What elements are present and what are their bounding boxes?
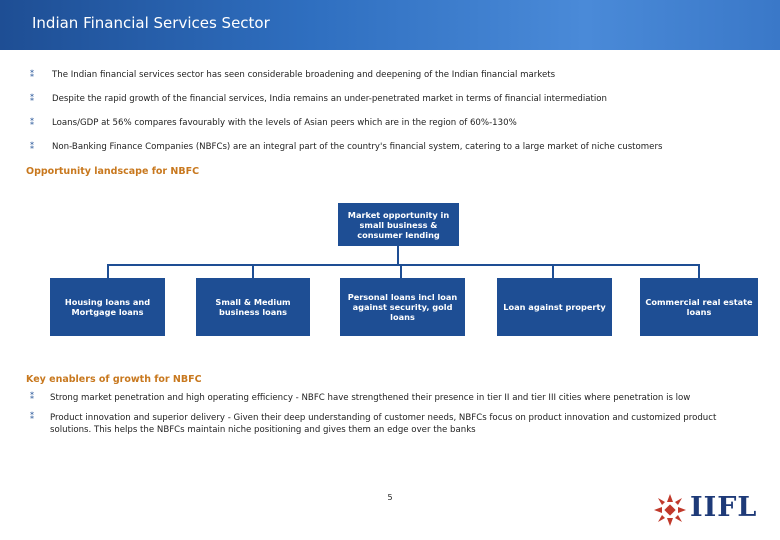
bullet-icon: ⁑: [30, 412, 34, 421]
company-logo: [650, 488, 770, 532]
opportunity-section-title: Opportunity landscape for NBFC: [26, 166, 200, 177]
opportunity-child-housing: Housing loans and Mortgage loans: [50, 278, 165, 336]
logo-text: IIFL: [690, 492, 758, 523]
bullet-text: The Indian financial services sector has seen considerable broadening and deepening of the Indian financial markets: [52, 70, 556, 80]
bullet-icon: ⁑: [30, 70, 34, 79]
logo-emblem-icon: [652, 492, 688, 528]
enablers-section-title: Key enablers of growth for NBFC: [26, 374, 202, 385]
opportunity-child-sme: Small & Medium business loans: [196, 278, 310, 336]
opportunity-child-cre: Commercial real estate loans: [640, 278, 758, 336]
header-bar: [0, 0, 780, 50]
enabler-text: Strong market penetration and high operating efficiency - NBFC have strengthened their presence in tier II and tier III cities where penetration is low: [50, 393, 691, 403]
bullet-icon: ⁑: [30, 94, 34, 103]
connector-child-5: [698, 264, 700, 278]
connector-child-2: [252, 264, 254, 278]
opportunity-child-personal: Personal loans incl loan against security, gold loans: [340, 278, 465, 336]
intro-bullets: [30, 70, 760, 166]
bullet-text: Despite the rapid growth of the financial services, India remains an under-penetrated market in terms of financial intermediation: [52, 94, 607, 104]
bullet-icon: ⁑: [30, 142, 34, 151]
opportunity-child-lap: Loan against property: [497, 278, 612, 336]
bullet-icon: ⁑: [30, 392, 34, 401]
list-item: [30, 94, 760, 118]
page-title: Indian Financial Services Sector: [32, 14, 270, 32]
enabler-text: Product innovation and superior delivery - Given their deep understanding of customer needs, NBFCs focus on product innovation and customized product solutions. This helps the NBFCs maintain niche positioning and gives them an edge over the banks: [50, 413, 717, 435]
connector-child-3: [400, 264, 402, 278]
list-item: [30, 70, 760, 94]
connector-horizontal: [107, 264, 700, 266]
bullet-icon: ⁑: [30, 118, 34, 127]
bullet-text: Loans/GDP at 56% compares favourably with the levels of Asian peers which are in the region of 60%-130%: [52, 118, 517, 128]
list-item: [30, 392, 760, 412]
page-number: 5: [387, 493, 393, 502]
connector-child-1: [107, 264, 109, 278]
enablers-list: [30, 392, 760, 436]
list-item: [30, 412, 760, 436]
list-item: [30, 118, 760, 142]
opportunity-root-box: Market opportunity in small business & consumer lending: [338, 203, 459, 246]
bullet-text: Non-Banking Finance Companies (NBFCs) are an integral part of the country's financial system, catering to a large market of niche customers: [52, 142, 663, 152]
connector-root-vertical: [397, 246, 399, 264]
list-item: [30, 142, 760, 166]
connector-child-4: [552, 264, 554, 278]
